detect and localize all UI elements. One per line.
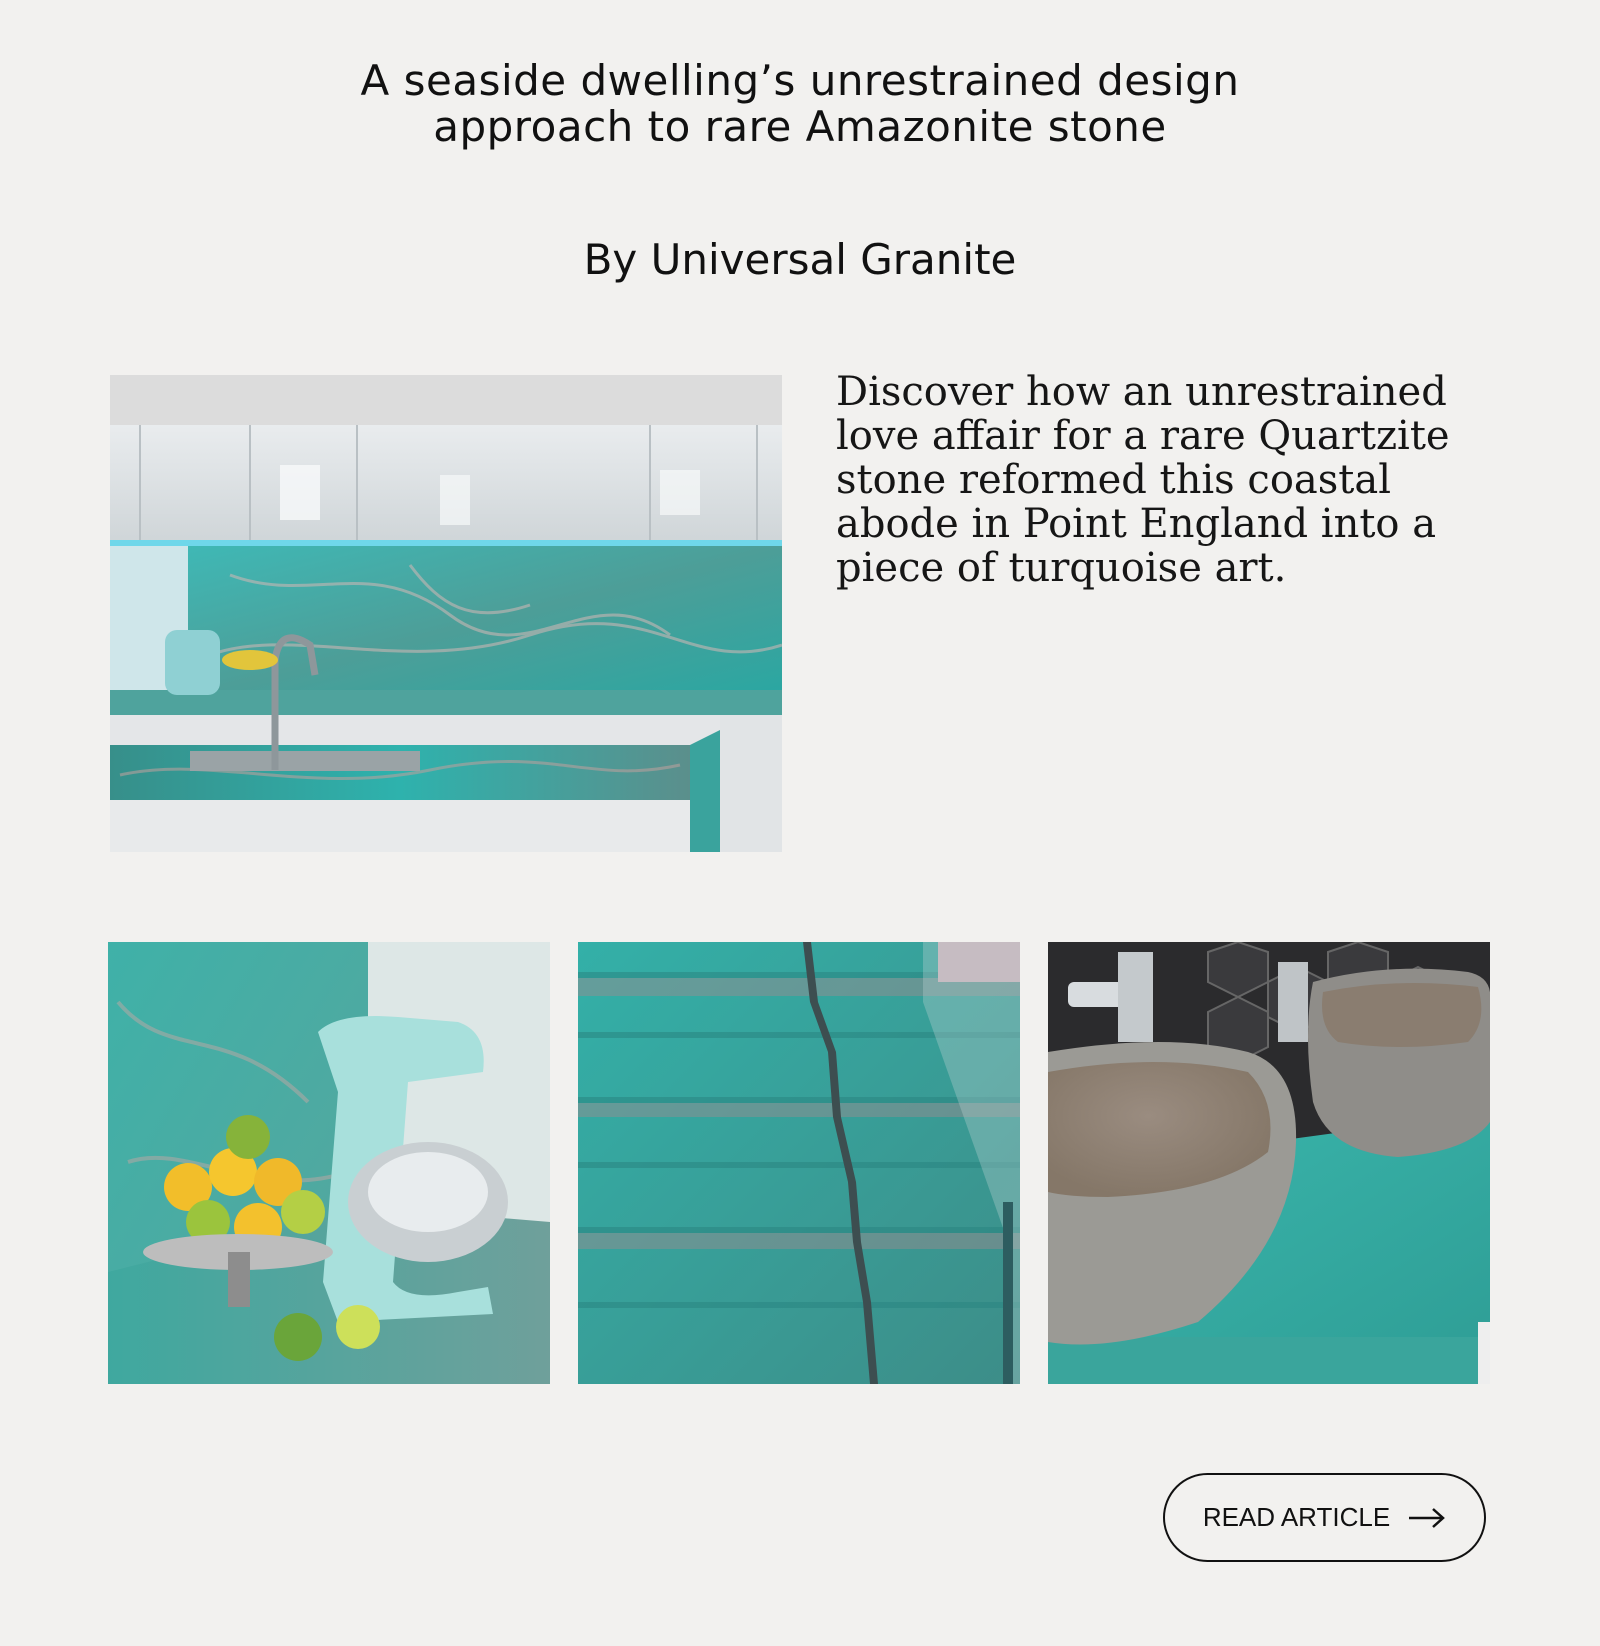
article-lead-line-2: love affair for a rare Quartzite xyxy=(836,413,1450,459)
article-lead xyxy=(836,370,1476,590)
read-article-label: READ ARTICLE xyxy=(1202,1502,1391,1532)
arrow-right-icon xyxy=(1408,1507,1446,1529)
article-title xyxy=(200,58,1400,150)
stand-mixer-photo xyxy=(108,942,550,1384)
article-lead-line-1: Discover how an unrestrained xyxy=(836,369,1447,415)
article-title-line-1: A seaside dwelling’s unrestrained design xyxy=(360,56,1240,105)
article-lead-line-3: stone reformed this coastal xyxy=(836,457,1391,503)
kitchen-island-photo xyxy=(110,375,782,852)
staircase-photo xyxy=(578,942,1020,1384)
read-article-button[interactable] xyxy=(1163,1473,1486,1562)
article-byline: By Universal Granite xyxy=(583,235,1017,284)
article-lead-line-4: abode in Point England into a xyxy=(836,501,1437,547)
article-title-line-2: approach to rare Amazonite stone xyxy=(433,102,1167,151)
article-lead-line-5: piece of turquoise art. xyxy=(836,545,1287,591)
stone-basin-photo xyxy=(1048,942,1490,1384)
